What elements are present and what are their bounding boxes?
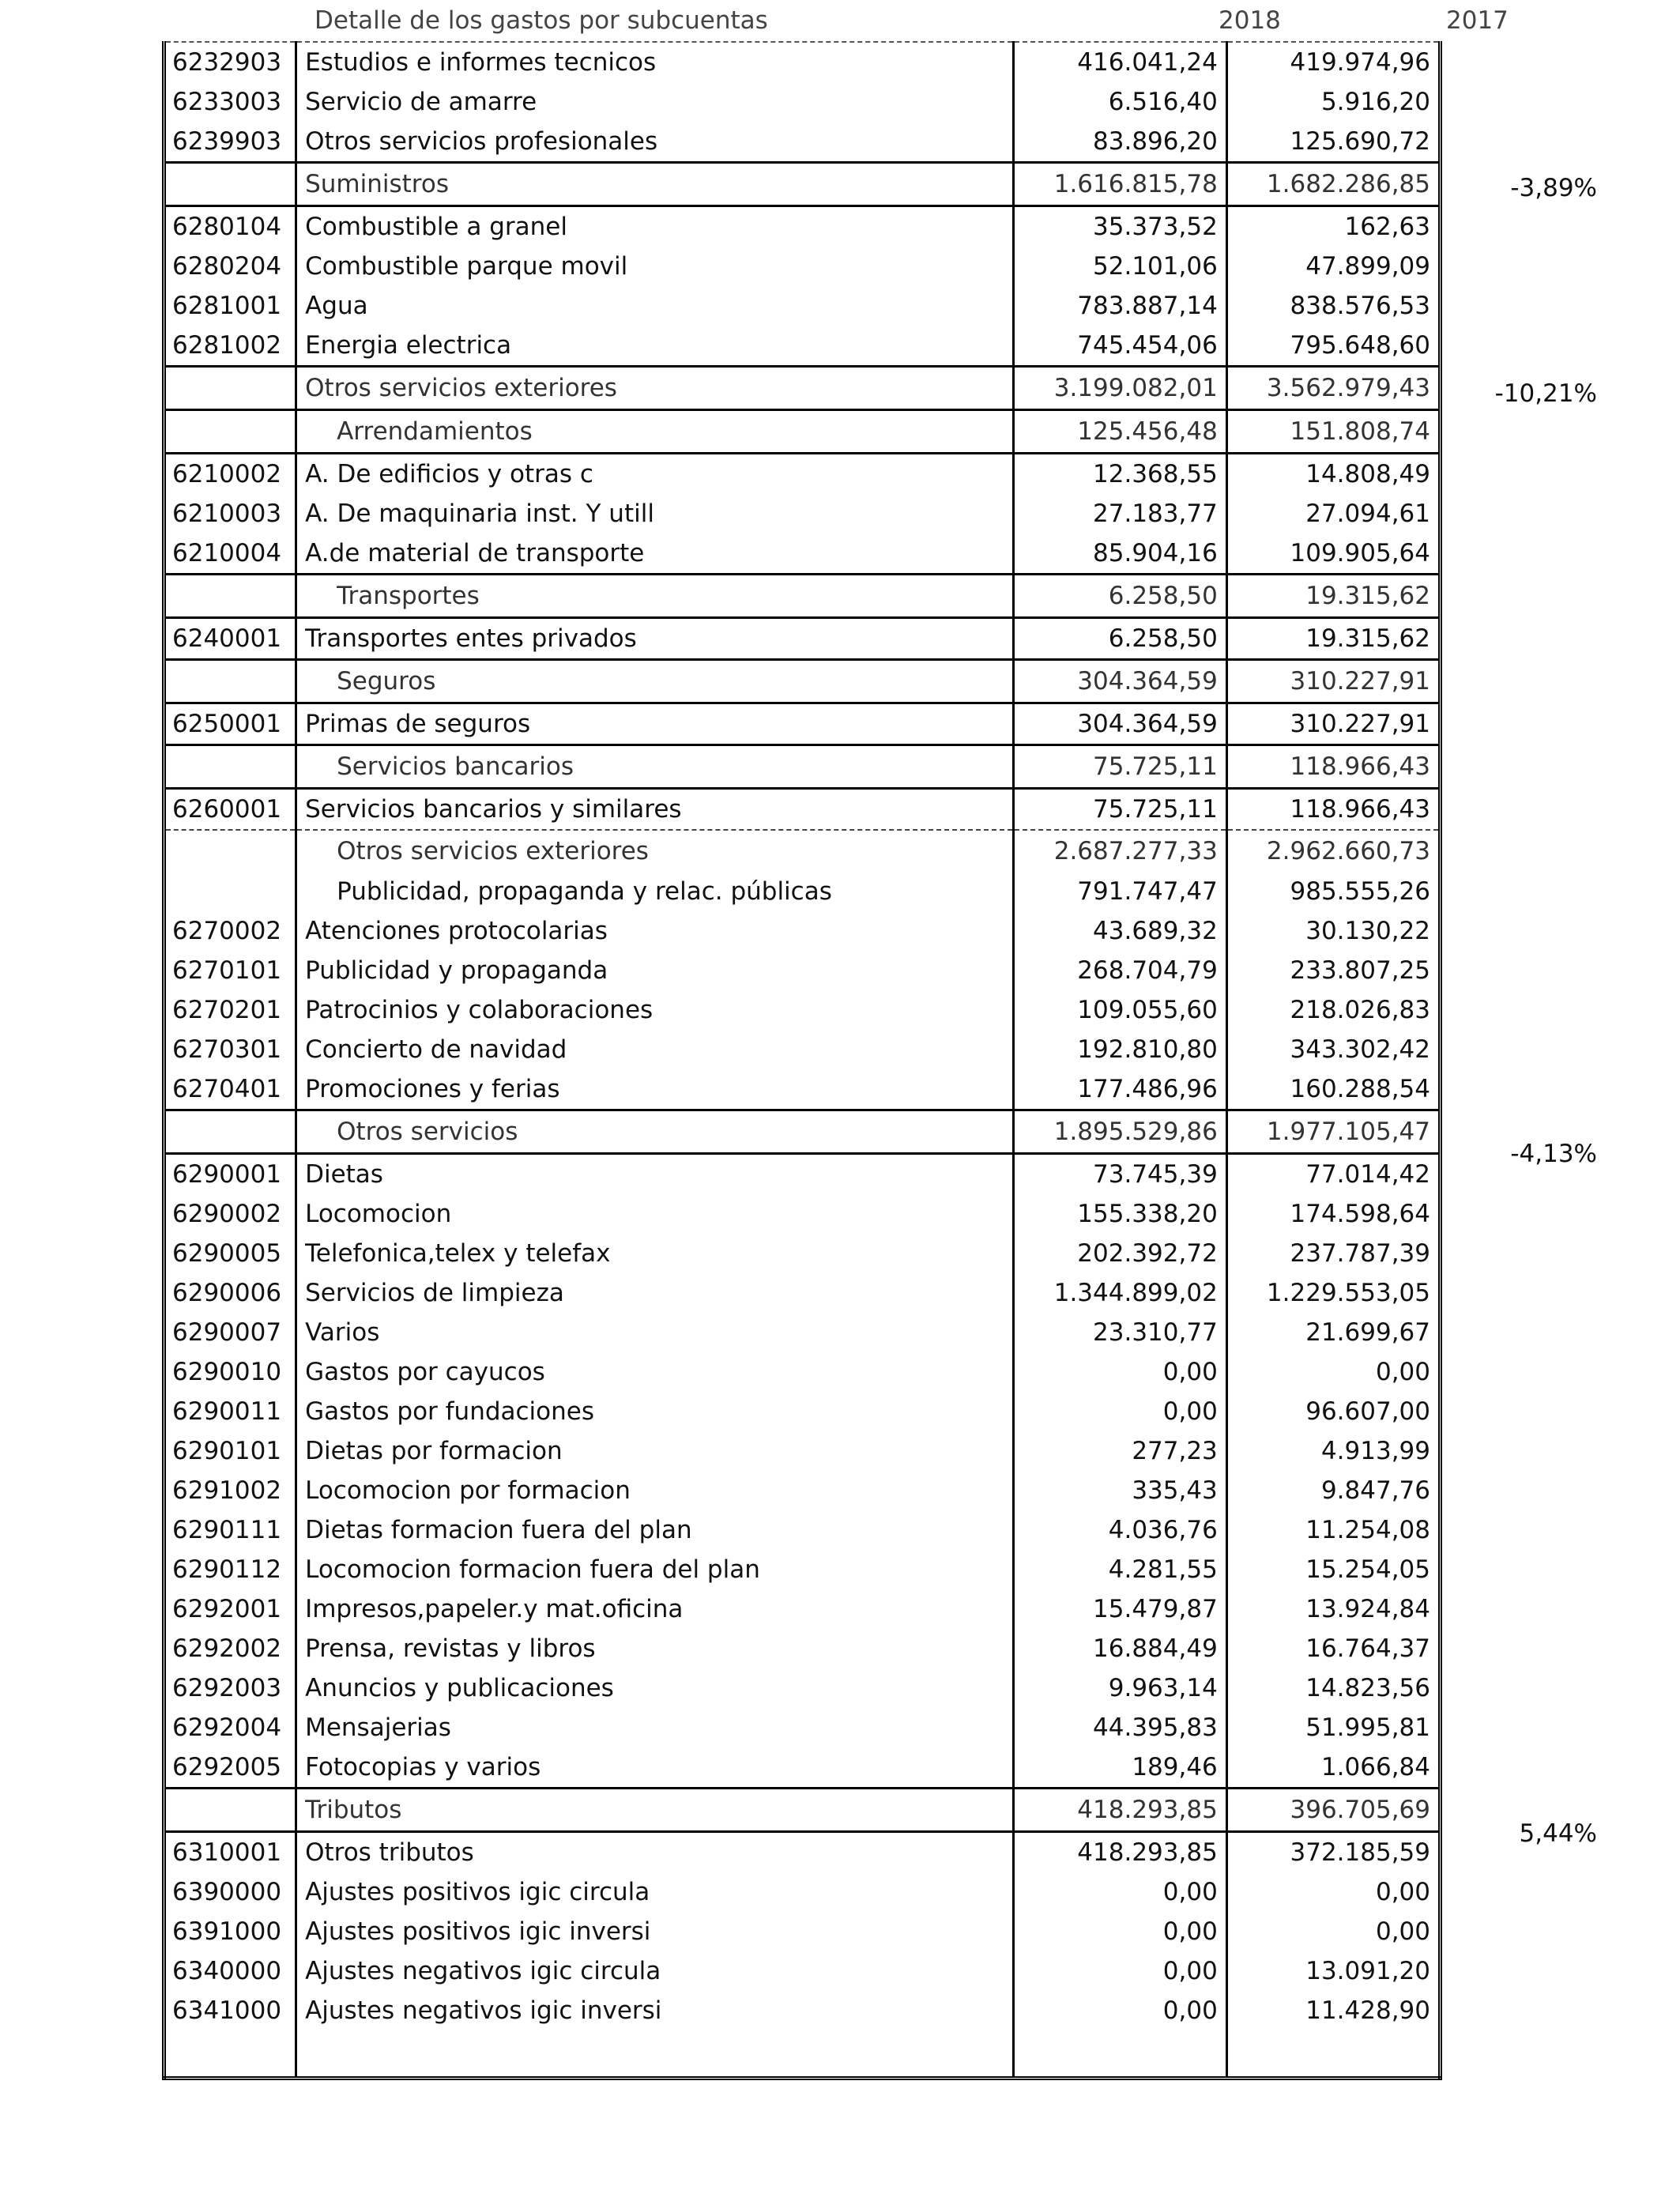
- account-description: Promociones y ferias: [296, 1069, 1014, 1110]
- account-description: Locomocion: [296, 1194, 1014, 1234]
- account-code: [164, 410, 296, 454]
- group-row: [164, 367, 1441, 410]
- account-code: [164, 163, 296, 206]
- table-row: [164, 494, 1441, 533]
- group-row: [164, 1789, 1441, 1832]
- amount-2018: 0,00: [1013, 1951, 1226, 1991]
- table-row: [164, 1471, 1441, 1510]
- table-header: [162, 0, 1509, 41]
- account-description: Otros servicios profesionales: [296, 122, 1014, 163]
- empty-row: [164, 2030, 1441, 2079]
- table-row: [164, 1872, 1441, 1912]
- amount-2018: 15.479,87: [1013, 1589, 1226, 1629]
- amount-2018: 189,46: [1013, 1747, 1226, 1789]
- amount-2017: 162,63: [1226, 206, 1440, 247]
- account-code: 6290001: [172, 1160, 282, 1189]
- amount-2017: 310.227,91: [1226, 660, 1440, 703]
- account-code: 6292004: [172, 1713, 282, 1742]
- account-description: Ajustes negativos igic inversi: [296, 1991, 1014, 2030]
- amount-2018: 6.516,40: [1013, 82, 1226, 122]
- account-description: Dietas: [296, 1154, 1014, 1195]
- amount-2018: 6.258,50: [1013, 618, 1226, 660]
- amount-2018: 109.055,60: [1013, 990, 1226, 1030]
- amount-2017: 13.924,84: [1226, 1589, 1440, 1629]
- table-row: [164, 703, 1441, 745]
- table-row: [164, 1708, 1441, 1747]
- amount-2017: 838.576,53: [1226, 286, 1440, 326]
- account-code: [164, 830, 296, 872]
- amount-2018: 16.884,49: [1013, 1629, 1226, 1668]
- table-row: [164, 618, 1441, 660]
- group-description: Otros servicios exteriores: [296, 367, 1014, 410]
- table-row: [164, 1629, 1441, 1668]
- variation-percent: 5,44%: [1519, 1819, 1597, 1848]
- table-row: [164, 1154, 1441, 1195]
- account-code: 6210003: [172, 499, 282, 528]
- amount-2017: 9.847,76: [1226, 1471, 1440, 1510]
- amount-2017: 11.254,08: [1226, 1510, 1440, 1550]
- account-description: Servicios de limpieza: [296, 1273, 1014, 1313]
- amount-2017: 174.598,64: [1226, 1194, 1440, 1234]
- account-description: Gastos por cayucos: [296, 1352, 1014, 1392]
- table-row: [164, 42, 1441, 82]
- account-code: 6270301: [172, 1035, 282, 1064]
- amount-2018: 0,00: [1013, 1352, 1226, 1392]
- table-row: [164, 789, 1441, 831]
- table-row: [164, 1273, 1441, 1313]
- group-description: Seguros: [296, 660, 1014, 703]
- account-description: Combustible parque movil: [296, 247, 1014, 286]
- amount-2018: 2.687.277,33: [1013, 830, 1226, 872]
- group-description: Tributos: [296, 1789, 1014, 1832]
- table-row: [164, 1912, 1441, 1951]
- amount-2018: 73.745,39: [1013, 1154, 1226, 1195]
- amount-2017: 2.962.660,73: [1226, 830, 1440, 872]
- amount-2017: 15.254,05: [1226, 1550, 1440, 1589]
- account-description: Locomocion por formacion: [296, 1471, 1014, 1510]
- amount-2017: 47.899,09: [1226, 247, 1440, 286]
- account-code: [164, 872, 296, 911]
- account-description: Transportes entes privados: [296, 618, 1014, 660]
- group-description: Arrendamientos: [296, 410, 1014, 454]
- table-row: [164, 1030, 1441, 1069]
- account-code: 6270002: [172, 917, 282, 945]
- variation-percent: -10,21%: [1494, 379, 1597, 408]
- amount-2018: 3.199.082,01: [1013, 367, 1226, 410]
- account-description: Agua: [296, 286, 1014, 326]
- amount-2017: 4.913,99: [1226, 1431, 1440, 1471]
- group-row: [164, 745, 1441, 789]
- account-code: 6290010: [172, 1358, 282, 1386]
- account-description: Fotocopias y varios: [296, 1747, 1014, 1789]
- account-description: Ajustes negativos igic circula: [296, 1951, 1014, 1991]
- table-row: [164, 1392, 1441, 1431]
- table-row: [164, 1589, 1441, 1629]
- account-description: Energia electrica: [296, 326, 1014, 367]
- account-code: 6210002: [172, 460, 282, 488]
- amount-2018: 0,00: [1013, 1991, 1226, 2030]
- amount-2017: 3.562.979,43: [1226, 367, 1440, 410]
- account-code: 6290005: [172, 1239, 282, 1268]
- amount-2018: 44.395,83: [1013, 1708, 1226, 1747]
- account-description: Dietas por formacion: [296, 1431, 1014, 1471]
- table-row: [164, 1747, 1441, 1789]
- amount-2017: 96.607,00: [1226, 1392, 1440, 1431]
- amount-2017: 77.014,42: [1226, 1154, 1440, 1195]
- table-row: [164, 1313, 1441, 1352]
- account-code: 6281001: [172, 292, 282, 320]
- table-row: [164, 1069, 1441, 1110]
- amount-2018: 192.810,80: [1013, 1030, 1226, 1069]
- account-description: A. De edificios y otras c: [296, 454, 1014, 495]
- account-description: Primas de seguros: [296, 703, 1014, 745]
- amount-2017: 1.682.286,85: [1226, 163, 1440, 206]
- table-row: [164, 1234, 1441, 1273]
- account-description: Servicio de amarre: [296, 82, 1014, 122]
- amount-2017: 233.807,25: [1226, 951, 1440, 990]
- account-code: 6290112: [172, 1555, 282, 1584]
- amount-2017: 21.699,67: [1226, 1313, 1440, 1352]
- amount-2017: 151.808,74: [1226, 410, 1440, 454]
- amount-2018: 418.293,85: [1013, 1832, 1226, 1873]
- amount-2018: 335,43: [1013, 1471, 1226, 1510]
- table-row: [164, 122, 1441, 163]
- amount-2018: 155.338,20: [1013, 1194, 1226, 1234]
- table-row: [164, 206, 1441, 247]
- account-code: 6292001: [172, 1595, 282, 1623]
- table-row: [164, 286, 1441, 326]
- group-row: [164, 830, 1441, 872]
- group-description: Servicios bancarios: [296, 745, 1014, 789]
- expense-detail-table: [162, 41, 1442, 2080]
- amount-2017: 343.302,42: [1226, 1030, 1440, 1069]
- account-code: 6340000: [172, 1957, 282, 1985]
- account-description: Gastos por fundaciones: [296, 1392, 1014, 1431]
- group-description: Otros servicios: [296, 1110, 1014, 1154]
- account-description: Prensa, revistas y libros: [296, 1629, 1014, 1668]
- amount-2017: 0,00: [1226, 1352, 1440, 1392]
- account-description: Publicidad, propaganda y relac. públicas: [296, 872, 1014, 911]
- group-description: Transportes: [296, 575, 1014, 618]
- amount-2018: 202.392,72: [1013, 1234, 1226, 1273]
- table-row: [164, 454, 1441, 495]
- group-description: Suministros: [296, 163, 1014, 206]
- account-code: 6292002: [172, 1634, 282, 1663]
- table-row: [164, 911, 1441, 951]
- amount-2017: 1.977.105,47: [1226, 1110, 1440, 1154]
- amount-2018: 0,00: [1013, 1912, 1226, 1951]
- account-code: 6233003: [172, 88, 282, 116]
- account-code: 6291002: [172, 1476, 282, 1505]
- amount-2017: 1.229.553,05: [1226, 1273, 1440, 1313]
- variation-percent: -3,89%: [1510, 174, 1597, 202]
- amount-2018: 304.364,59: [1013, 703, 1226, 745]
- amount-2018: 0,00: [1013, 1392, 1226, 1431]
- account-code: 6391000: [172, 1917, 282, 1946]
- amount-2018: 83.896,20: [1013, 122, 1226, 163]
- account-description: Publicidad y propaganda: [296, 951, 1014, 990]
- account-description: Ajustes positivos igic circula: [296, 1872, 1014, 1912]
- table-row: [164, 533, 1441, 575]
- table-row: [164, 1431, 1441, 1471]
- account-description: Servicios bancarios y similares: [296, 789, 1014, 831]
- table-row: [164, 1194, 1441, 1234]
- amount-2018: 416.041,24: [1013, 42, 1226, 82]
- account-code: 6292005: [172, 1753, 282, 1781]
- amount-2018: 177.486,96: [1013, 1069, 1226, 1110]
- amount-2018: 1.344.899,02: [1013, 1273, 1226, 1313]
- account-description: Patrocinios y colaboraciones: [296, 990, 1014, 1030]
- table-row: [164, 82, 1441, 122]
- amount-2018: 43.689,32: [1013, 911, 1226, 951]
- account-code: 6210004: [172, 539, 282, 567]
- account-description: Estudios e informes tecnicos: [296, 42, 1014, 82]
- amount-2018: 35.373,52: [1013, 206, 1226, 247]
- amount-2018: 12.368,55: [1013, 454, 1226, 495]
- amount-2017: 419.974,96: [1226, 42, 1440, 82]
- amount-2018: 27.183,77: [1013, 494, 1226, 533]
- account-code: 6270101: [172, 956, 282, 985]
- account-code: [164, 1789, 296, 1832]
- amount-2017: 125.690,72: [1226, 122, 1440, 163]
- table-row: [164, 1550, 1441, 1589]
- account-code: 6270201: [172, 996, 282, 1024]
- amount-2018: 75.725,11: [1013, 745, 1226, 789]
- group-description: Otros servicios exteriores: [296, 830, 1014, 872]
- account-description: Varios: [296, 1313, 1014, 1352]
- account-code: 6239903: [172, 127, 282, 156]
- table-row: [164, 1991, 1441, 2030]
- amount-2017: 30.130,22: [1226, 911, 1440, 951]
- year-2017-header: 2017: [1446, 6, 1509, 35]
- table-row: [164, 326, 1441, 367]
- group-row: [164, 660, 1441, 703]
- account-code: 6341000: [172, 1996, 282, 2025]
- amount-2017: 11.428,90: [1226, 1991, 1440, 2030]
- group-row: [164, 1110, 1441, 1154]
- table-row: [164, 1951, 1441, 1991]
- amount-2018: 52.101,06: [1013, 247, 1226, 286]
- account-code: 6290111: [172, 1516, 282, 1544]
- amount-2018: 4.036,76: [1013, 1510, 1226, 1550]
- account-description: Locomocion formacion fuera del plan: [296, 1550, 1014, 1589]
- account-description: Mensajerias: [296, 1708, 1014, 1747]
- amount-2017: 14.823,56: [1226, 1668, 1440, 1708]
- account-code: 6280104: [172, 213, 282, 241]
- amount-2018: 85.904,16: [1013, 533, 1226, 575]
- amount-2018: 783.887,14: [1013, 286, 1226, 326]
- variation-percent: -4,13%: [1510, 1140, 1597, 1168]
- account-code: 6310001: [172, 1838, 282, 1867]
- amount-2018: 9.963,14: [1013, 1668, 1226, 1708]
- amount-2018: 745.454,06: [1013, 326, 1226, 367]
- group-row: [164, 410, 1441, 454]
- account-description: Dietas formacion fuera del plan: [296, 1510, 1014, 1550]
- amount-2017: 396.705,69: [1226, 1789, 1440, 1832]
- amount-2018: 1.616.815,78: [1013, 163, 1226, 206]
- amount-2017: 237.787,39: [1226, 1234, 1440, 1273]
- account-code: 6280204: [172, 252, 282, 281]
- table-row: [164, 872, 1441, 911]
- table-row: [164, 951, 1441, 990]
- table-title: Detalle de los gastos por subcuentas: [315, 6, 768, 35]
- account-code: 6290007: [172, 1318, 282, 1347]
- account-code: [164, 367, 296, 410]
- amount-2017: 1.066,84: [1226, 1747, 1440, 1789]
- amount-2017: 109.905,64: [1226, 533, 1440, 575]
- account-description: A.de material de transporte: [296, 533, 1014, 575]
- account-description: Impresos,papeler.y mat.oficina: [296, 1589, 1014, 1629]
- amount-2017: 218.026,83: [1226, 990, 1440, 1030]
- amount-2018: 23.310,77: [1013, 1313, 1226, 1352]
- account-code: [164, 575, 296, 618]
- account-code: 6292003: [172, 1674, 282, 1702]
- account-description: Ajustes positivos igic inversi: [296, 1912, 1014, 1951]
- account-code: [164, 660, 296, 703]
- amount-2018: 304.364,59: [1013, 660, 1226, 703]
- amount-2018: 75.725,11: [1013, 789, 1226, 831]
- amount-2017: 795.648,60: [1226, 326, 1440, 367]
- account-code: 6390000: [172, 1878, 282, 1906]
- account-description: Combustible a granel: [296, 206, 1014, 247]
- amount-2018: 125.456,48: [1013, 410, 1226, 454]
- table-row: [164, 990, 1441, 1030]
- amount-2018: 268.704,79: [1013, 951, 1226, 990]
- amount-2017: 372.185,59: [1226, 1832, 1440, 1873]
- amount-2017: 5.916,20: [1226, 82, 1440, 122]
- amount-2018: 4.281,55: [1013, 1550, 1226, 1589]
- account-description: Atenciones protocolarias: [296, 911, 1014, 951]
- group-row: [164, 163, 1441, 206]
- account-code: 6290011: [172, 1397, 282, 1426]
- amount-2017: 118.966,43: [1226, 745, 1440, 789]
- account-code: 6290006: [172, 1279, 282, 1307]
- account-description: A. De maquinaria inst. Y utill: [296, 494, 1014, 533]
- amount-2017: 310.227,91: [1226, 703, 1440, 745]
- amount-2017: 51.995,81: [1226, 1708, 1440, 1747]
- account-description: Anuncios y publicaciones: [296, 1668, 1014, 1708]
- account-code: 6232903: [172, 48, 282, 77]
- amount-2018: 0,00: [1013, 1872, 1226, 1912]
- table-row: [164, 1832, 1441, 1873]
- account-description: Otros tributos: [296, 1832, 1014, 1873]
- account-code: 6260001: [164, 789, 296, 831]
- account-code: [164, 1110, 296, 1154]
- amount-2017: 0,00: [1226, 1872, 1440, 1912]
- account-code: 6281002: [172, 331, 282, 360]
- amount-2017: 16.764,37: [1226, 1629, 1440, 1668]
- amount-2017: 0,00: [1226, 1912, 1440, 1951]
- amount-2017: 160.288,54: [1226, 1069, 1440, 1110]
- account-code: 6240001: [164, 618, 296, 660]
- account-code: [164, 745, 296, 789]
- table-row: [164, 247, 1441, 286]
- amount-2018: 418.293,85: [1013, 1789, 1226, 1832]
- amount-2017: 118.966,43: [1226, 789, 1440, 831]
- account-description: Concierto de navidad: [296, 1030, 1014, 1069]
- amount-2017: 19.315,62: [1226, 618, 1440, 660]
- account-code: 6270401: [172, 1075, 282, 1103]
- amount-2018: 791.747,47: [1013, 872, 1226, 911]
- account-description: Telefonica,telex y telefax: [296, 1234, 1014, 1273]
- account-code: 6290101: [172, 1437, 282, 1465]
- amount-2017: 985.555,26: [1226, 872, 1440, 911]
- group-row: [164, 575, 1441, 618]
- amount-2017: 13.091,20: [1226, 1951, 1440, 1991]
- table-row: [164, 1668, 1441, 1708]
- amount-2018: 1.895.529,86: [1013, 1110, 1226, 1154]
- amount-2018: 277,23: [1013, 1431, 1226, 1471]
- year-2018-header: 2018: [1219, 6, 1281, 35]
- account-code: 6290002: [172, 1200, 282, 1228]
- table-row: [164, 1510, 1441, 1550]
- account-code: 6250001: [164, 703, 296, 745]
- amount-2018: 6.258,50: [1013, 575, 1226, 618]
- table-row: [164, 1352, 1441, 1392]
- amount-2017: 19.315,62: [1226, 575, 1440, 618]
- amount-2017: 14.808,49: [1226, 454, 1440, 495]
- amount-2017: 27.094,61: [1226, 494, 1440, 533]
